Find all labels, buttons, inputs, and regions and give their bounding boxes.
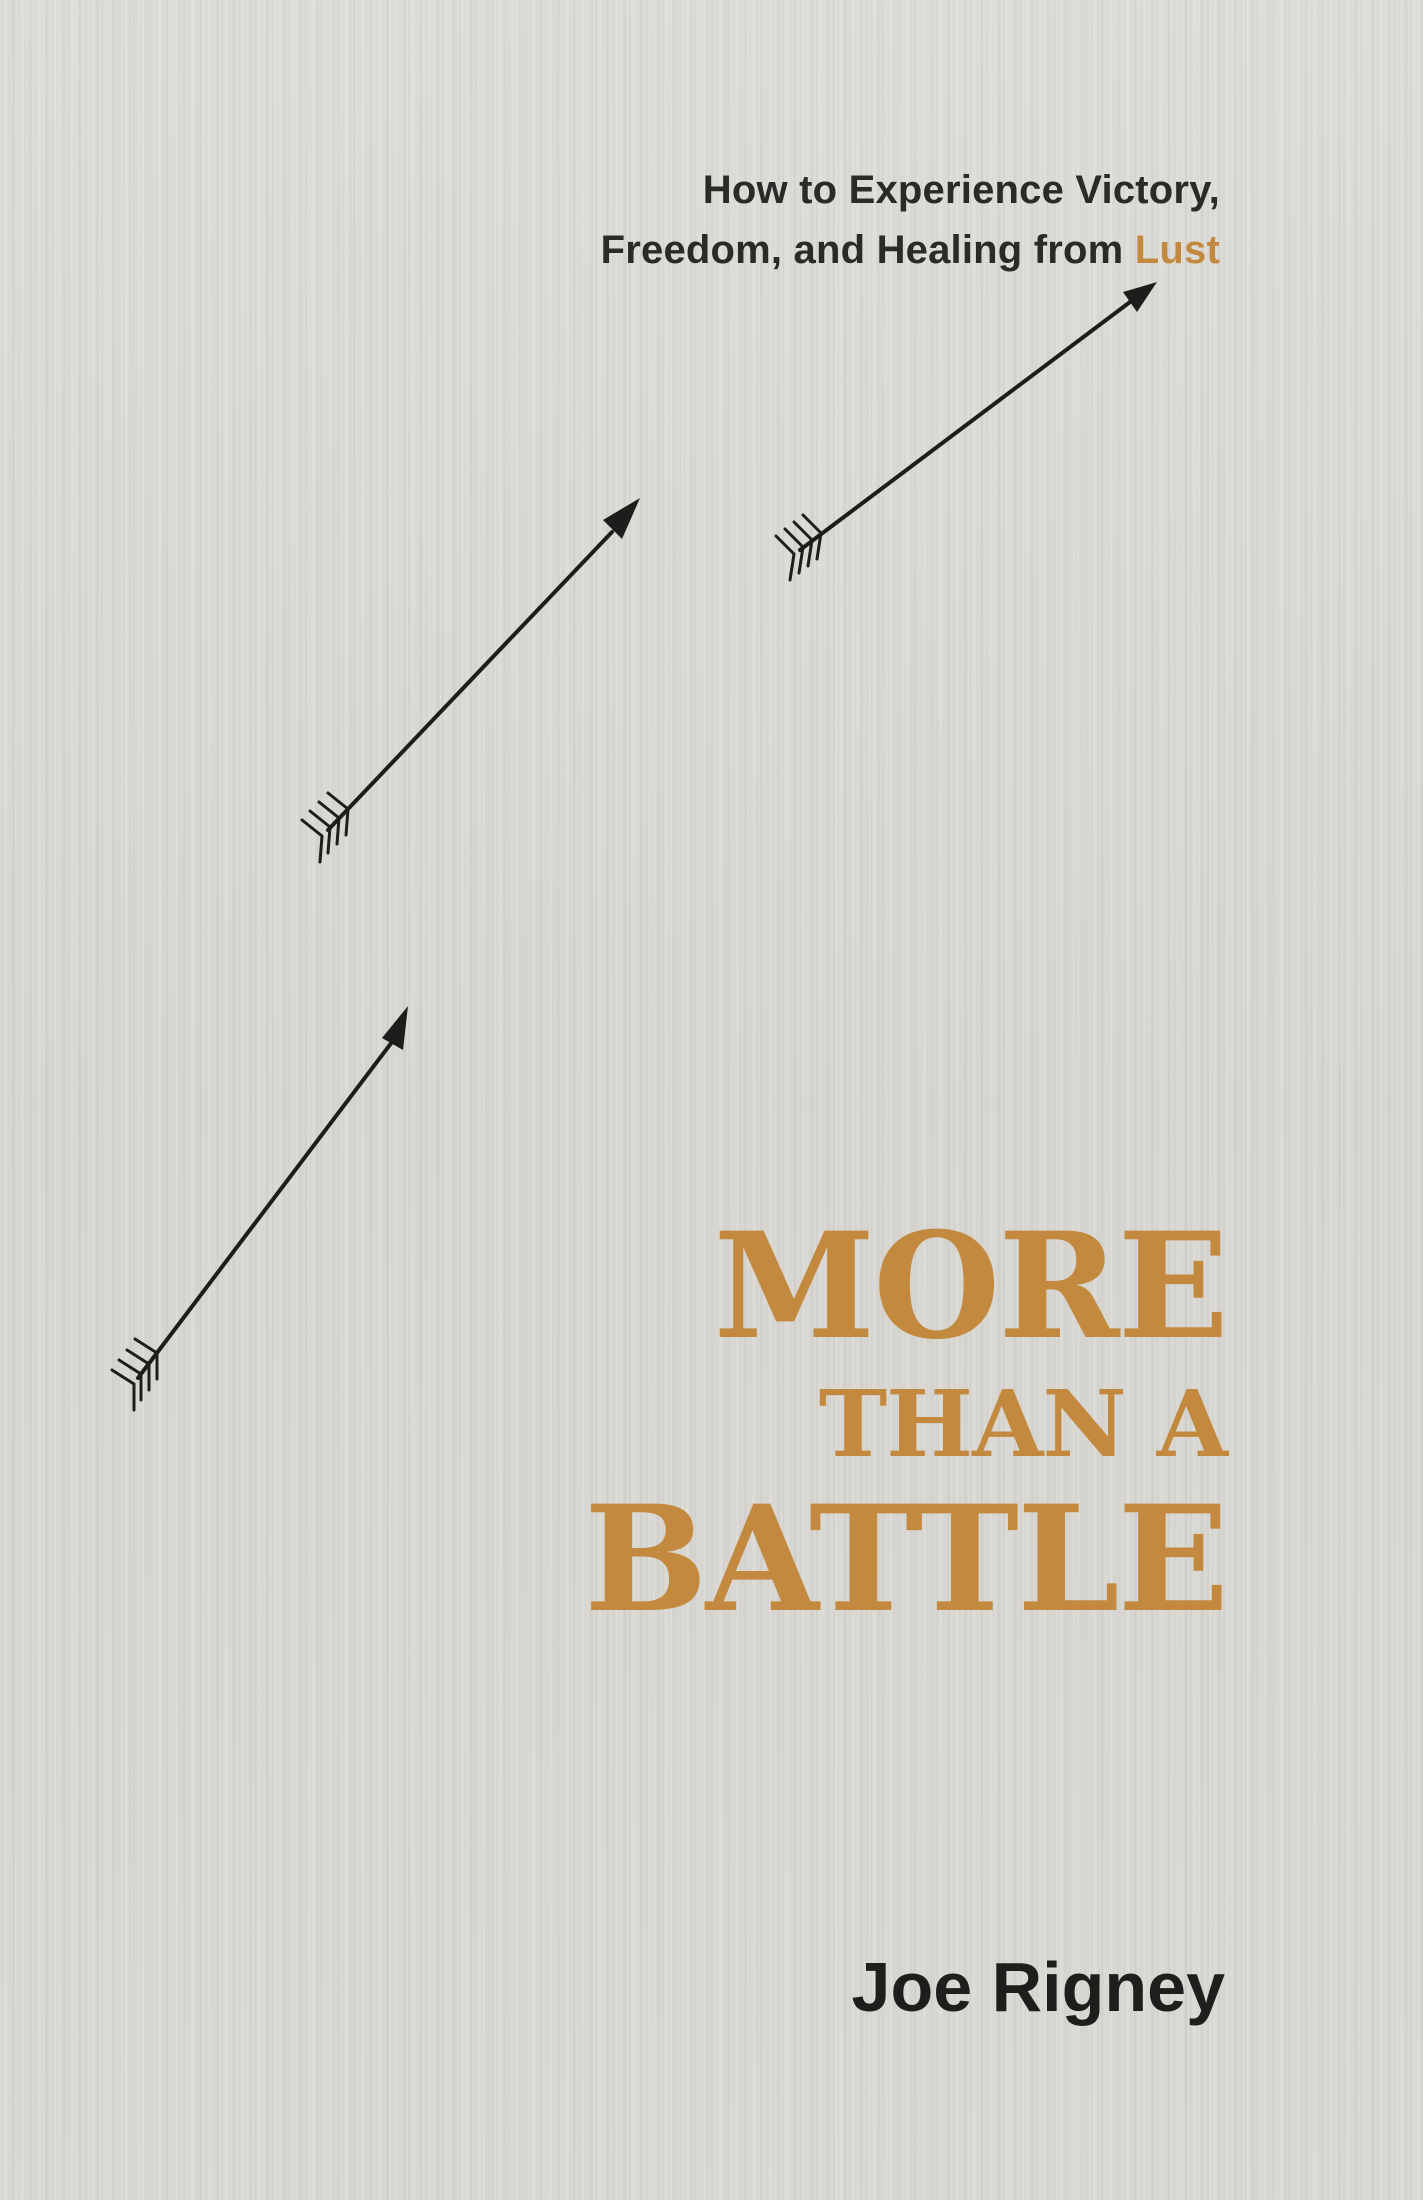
- author-name: Joe Rigney: [851, 1948, 1225, 2026]
- subtitle-accent-word: Lust: [1134, 228, 1220, 272]
- subtitle-line-2-text: Freedom, and Healing from: [600, 228, 1135, 272]
- subtitle-line-1: How to Experience Victory,: [702, 168, 1220, 212]
- title-line-1: MORE: [713, 1201, 1227, 1372]
- title-line-2: THAN A: [818, 1370, 1227, 1478]
- title-line-3: BATTLE: [584, 1474, 1227, 1645]
- book-title: [327, 1201, 1227, 1645]
